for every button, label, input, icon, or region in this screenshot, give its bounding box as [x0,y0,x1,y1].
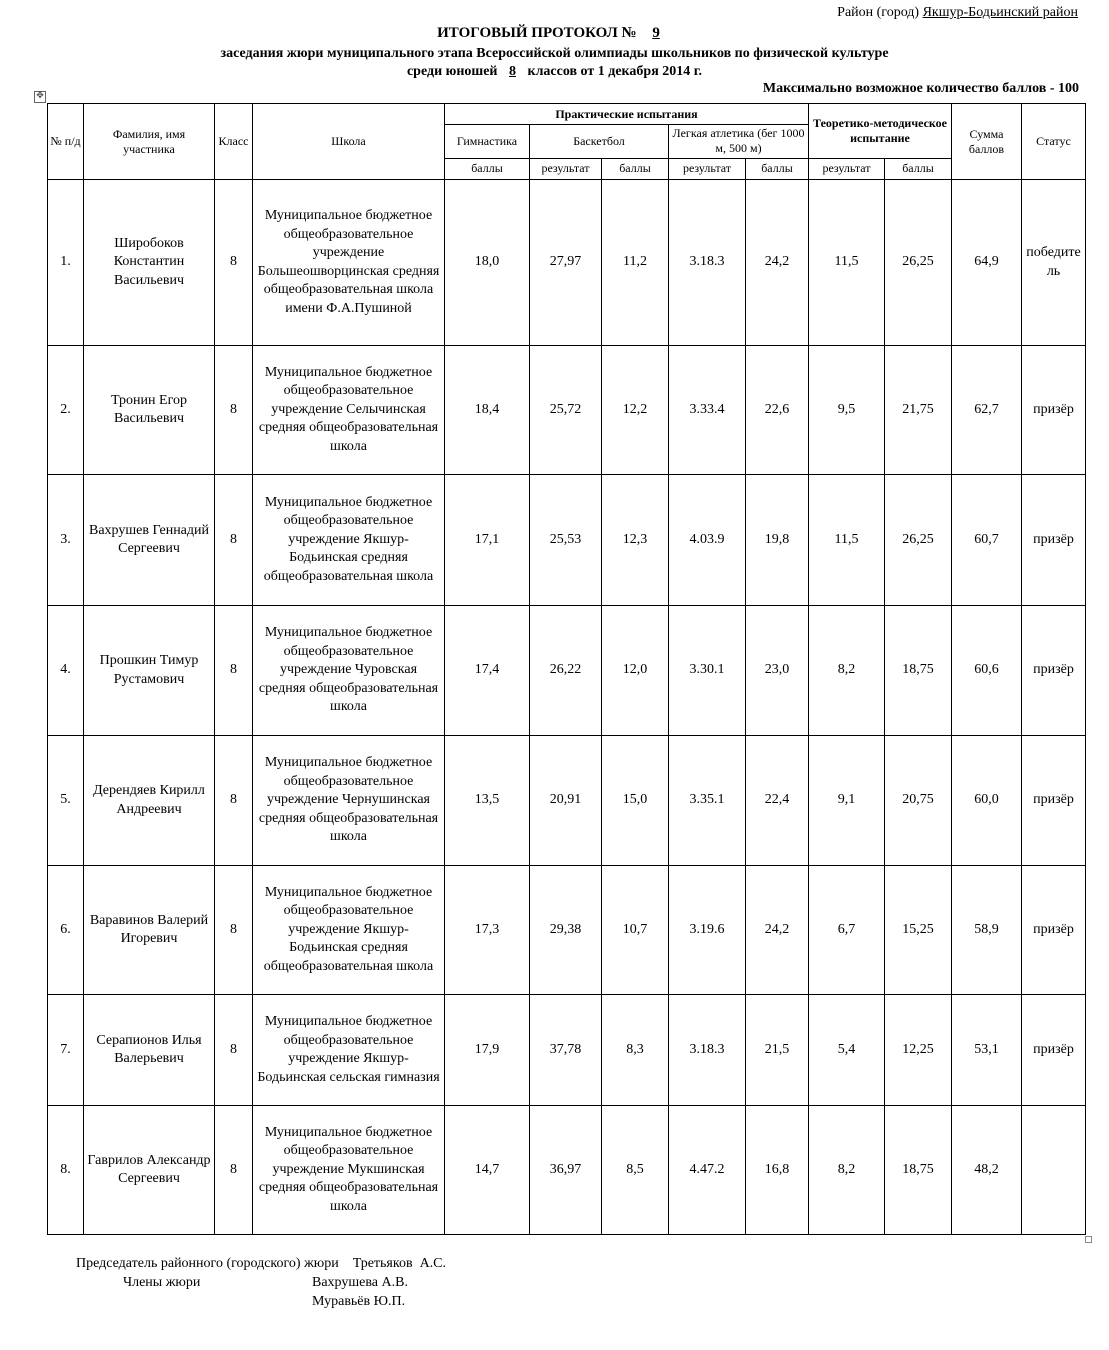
grade-value: 8 [509,64,516,79]
cell-bb-result: 37,78 [530,995,602,1106]
results-table [47,103,1086,1235]
cell-ath-result: 3.19.6 [669,866,746,995]
header-theory-group: Теоретико-методическое испытание [809,104,952,159]
cell-th-result: 8,2 [809,1106,885,1235]
jury-member: Вахрушева А.В. [312,1275,408,1290]
cell-class: 8 [215,866,253,995]
table-resize-handle[interactable] [1085,1236,1092,1243]
cell-name: Широбоков Константин Васильевич [84,180,215,346]
cell-name: Серапионов Илья Валерьевич [84,995,215,1106]
header-num: № п/д [48,104,84,180]
table-row [48,475,1086,606]
cell-bb-result: 26,22 [530,606,602,736]
cell-num: 5. [48,736,84,866]
cell-name: Прошкин Тимур Рустамович [84,606,215,736]
title-prefix: ИТОГОВЫЙ ПРОТОКОЛ № [437,25,637,41]
cell-class: 8 [215,606,253,736]
cell-num: 3. [48,475,84,606]
cell-ath-points: 22,4 [746,736,809,866]
table-row [48,346,1086,475]
header-school: Школа [253,104,445,180]
sub-gym-points: баллы [445,158,530,179]
district-label: Район (город) [837,5,920,20]
cell-num: 8. [48,1106,84,1235]
cell-name: Гаврилов Александр Сергеевич [84,1106,215,1235]
cell-name: Варавинов Валерий Игоревич [84,866,215,995]
table-row [48,736,1086,866]
cell-school: Муниципальное бюджетное общеобразовательное учреждение Мукшинская средняя общеобразовательная школа [253,1106,445,1235]
cell-ath-points: 24,2 [746,180,809,346]
cell-class: 8 [215,475,253,606]
cell-th-points: 26,25 [885,180,952,346]
cell-num: 1. [48,180,84,346]
district-name: Якшур-Бодьинский район [922,5,1078,20]
table-row [48,606,1086,736]
cell-name: Вахрушев Геннадий Сергеевич [84,475,215,606]
cell-bb-result: 29,38 [530,866,602,995]
cell-th-points: 18,75 [885,1106,952,1235]
cell-class: 8 [215,736,253,866]
cell-status: призёр [1022,736,1086,866]
max-score-note: Максимально возможное количество баллов - 100 [762,81,1079,96]
cell-th-points: 26,25 [885,475,952,606]
cell-th-result: 9,5 [809,346,885,475]
district-line [837,5,1078,21]
cell-class: 8 [215,1106,253,1235]
cell-bb-points: 12,3 [602,475,669,606]
cell-ath-points: 22,6 [746,346,809,475]
jury-members-label: Члены жюри [123,1275,201,1290]
header-athletics: Легкая атлетика (бег 1000 м, 500 м) [669,125,809,158]
sub-ath-points: баллы [746,158,809,179]
table-row [48,995,1086,1106]
cell-bb-result: 25,53 [530,475,602,606]
cell-gym: 13,5 [445,736,530,866]
cell-status: призёр [1022,475,1086,606]
cell-name: Тронин Егор Васильевич [84,346,215,475]
table-row [48,180,1086,346]
header-status: Статус [1022,104,1086,180]
cell-bb-points: 10,7 [602,866,669,995]
grade-prefix: среди юношей [406,64,498,79]
cell-bb-result: 25,72 [530,346,602,475]
cell-th-result: 8,2 [809,606,885,736]
protocol-number: 9 [652,25,660,41]
sub-bb-result: результат [530,158,602,179]
cell-th-points: 15,25 [885,866,952,995]
cell-school: Муниципальное бюджетное общеобразовательное учреждение Якшур-Бодьинская средняя общеобразовательная школа [253,866,445,995]
cell-ath-result: 3.35.1 [669,736,746,866]
cell-th-result: 11,5 [809,180,885,346]
cell-gym: 17,1 [445,475,530,606]
cell-bb-points: 12,2 [602,346,669,475]
sub-bb-points: баллы [602,158,669,179]
header-class: Класс [215,104,253,180]
cell-ath-points: 19,8 [746,475,809,606]
cell-ath-result: 4.03.9 [669,475,746,606]
cell-bb-result: 20,91 [530,736,602,866]
cell-bb-points: 8,5 [602,1106,669,1235]
cell-th-result: 11,5 [809,475,885,606]
header-practical-group: Практические испытания [445,104,809,125]
cell-school: Муниципальное бюджетное общеобразовательное учреждение Чернушинская средняя общеобразовательная школа [253,736,445,866]
cell-sum: 48,2 [952,1106,1022,1235]
cell-class: 8 [215,346,253,475]
cell-num: 7. [48,995,84,1106]
header-gymnastics: Гимнастика [445,125,530,158]
cell-bb-result: 27,97 [530,180,602,346]
sub-ath-result: результат [669,158,746,179]
header-basketball: Баскетбол [530,125,669,158]
cell-gym: 17,4 [445,606,530,736]
cell-class: 8 [215,995,253,1106]
header-sum: Сумма баллов [952,104,1022,180]
cell-ath-points: 24,2 [746,866,809,995]
cell-ath-points: 23,0 [746,606,809,736]
cell-num: 6. [48,866,84,995]
cell-sum: 60,7 [952,475,1022,606]
cell-sum: 64,9 [952,180,1022,346]
cell-school: Муниципальное бюджетное общеобразовательное учреждение Чуровская средняя общеобразовательная школа [253,606,445,736]
cell-th-points: 18,75 [885,606,952,736]
cell-bb-points: 11,2 [602,180,669,346]
cell-ath-result: 3.30.1 [669,606,746,736]
cell-th-result: 9,1 [809,736,885,866]
cell-gym: 17,9 [445,995,530,1106]
cell-status: призёр [1022,606,1086,736]
cell-gym: 17,3 [445,866,530,995]
jury-member: Муравьёв Ю.П. [312,1294,406,1309]
cell-school: Муниципальное бюджетное общеобразовательное учреждение Большеошворцинская средняя общеобразовательная школа имени Ф.А.Пушиной [253,180,445,346]
cell-th-points: 20,75 [885,736,952,866]
cell-th-points: 12,25 [885,995,952,1106]
cell-status: призёр [1022,866,1086,995]
cell-th-points: 21,75 [885,346,952,475]
cell-sum: 60,0 [952,736,1022,866]
cell-school: Муниципальное бюджетное общеобразовательное учреждение Якшур-Бодьинская сельская гимназия [253,995,445,1106]
table-row [48,866,1086,995]
protocol-title [0,25,1109,42]
table-row [48,1106,1086,1235]
table-move-handle-icon[interactable]: ✥ [34,91,46,103]
cell-status [1022,1106,1086,1235]
cell-th-result: 6,7 [809,866,885,995]
cell-name: Дерендяев Кирилл Андреевич [84,736,215,866]
grade-suffix: классов от 1 декабря 2014 г. [527,64,703,79]
cell-status: призёр [1022,995,1086,1106]
cell-class: 8 [215,180,253,346]
cell-ath-points: 16,8 [746,1106,809,1235]
cell-gym: 18,0 [445,180,530,346]
cell-ath-result: 4.47.2 [669,1106,746,1235]
cell-th-result: 5,4 [809,995,885,1106]
cell-ath-points: 21,5 [746,995,809,1106]
cell-bb-result: 36,97 [530,1106,602,1235]
sub-th-points: баллы [885,158,952,179]
cell-num: 2. [48,346,84,475]
cell-gym: 14,7 [445,1106,530,1235]
cell-bb-points: 12,0 [602,606,669,736]
cell-ath-result: 3.18.3 [669,995,746,1106]
cell-status: победитель [1022,180,1086,346]
cell-num: 4. [48,606,84,736]
jury-chair: Председатель районного (городского) жюри Третьяков А.С. [76,1256,447,1271]
cell-sum: 53,1 [952,995,1022,1106]
header-name: Фамилия, имя участника [84,104,215,180]
cell-ath-result: 3.33.4 [669,346,746,475]
protocol-subtitle-2 [0,64,1109,80]
cell-sum: 60,6 [952,606,1022,736]
cell-sum: 58,9 [952,866,1022,995]
cell-gym: 18,4 [445,346,530,475]
cell-school: Муниципальное бюджетное общеобразовательное учреждение Селычинская средняя общеобразовательная школа [253,346,445,475]
cell-ath-result: 3.18.3 [669,180,746,346]
cell-status: призёр [1022,346,1086,475]
sub-th-result: результат [809,158,885,179]
cell-sum: 62,7 [952,346,1022,475]
cell-school: Муниципальное бюджетное общеобразовательное учреждение Якшур-Бодьинская средняя общеобразовательная школа [253,475,445,606]
cell-bb-points: 15,0 [602,736,669,866]
protocol-subtitle: заседания жюри муниципального этапа Всероссийской олимпиады школьников по физической культуре [220,46,889,61]
cell-bb-points: 8,3 [602,995,669,1106]
